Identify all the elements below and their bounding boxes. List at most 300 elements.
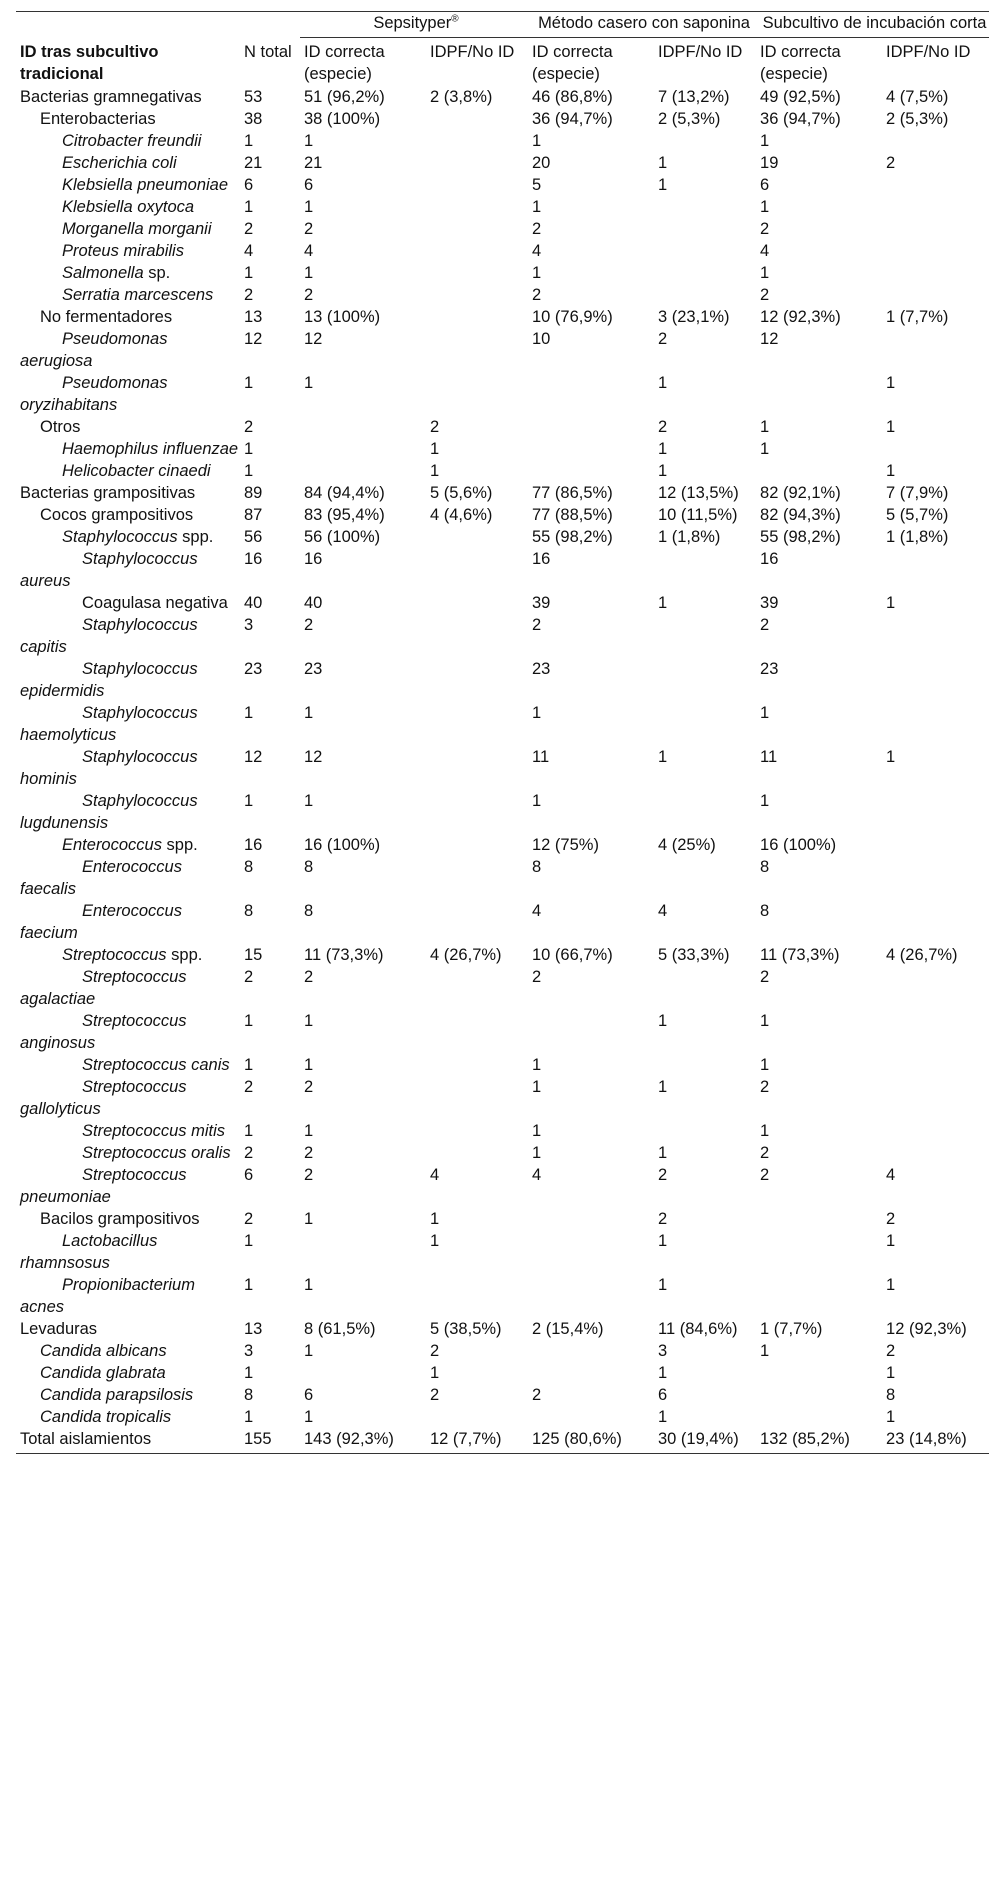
table-row [16, 86, 989, 108]
subcultivo-correct-cell: 1 [760, 132, 770, 150]
n-total-cell: 12 [244, 330, 263, 348]
sepsityper-correct-cell: 1 [304, 792, 314, 810]
table-row [16, 1208, 989, 1230]
table-row [16, 658, 989, 702]
organism-name: Streptococcus [62, 946, 167, 964]
saponina-correct-cell [528, 1010, 654, 1054]
organism-name: Enterobacterias [40, 110, 156, 128]
organism-name: Enterococcus faecium [20, 902, 182, 942]
sepsityper-correct-cell: 12 [304, 330, 323, 348]
subcultivo-idpf-cell: 1 [886, 418, 896, 436]
organism-name: Levaduras [20, 1320, 98, 1338]
n-total-cell: 1 [244, 704, 254, 722]
sepsityper-correct-cell: 84 (94,4%) [304, 484, 385, 502]
organism-name-cell [16, 130, 240, 152]
table-row [16, 1230, 989, 1274]
n-total-cell: 155 [240, 1428, 300, 1454]
n-total-cell: 1 [244, 1408, 254, 1426]
organism-name: Total aislamientos [20, 1430, 152, 1448]
table-row [16, 834, 989, 856]
sepsityper-correct-cell: 1 [304, 1210, 314, 1228]
saponina-correct-cell [528, 1362, 654, 1384]
saponina-idpf-cell: 5 (33,3%) [658, 946, 730, 964]
organism-name-cell [16, 152, 240, 174]
saponina-correct-cell: 2 (15,4%) [532, 1320, 604, 1338]
sepsityper-idpf-cell: 2 [430, 1386, 440, 1404]
organism-suffix: sp. [143, 264, 171, 282]
subcultivo-correct-cell: 2 [760, 220, 770, 238]
organism-name-cell [16, 416, 240, 438]
subcultivo-correct-cell: 55 (98,2%) [760, 528, 841, 546]
organism-name-cell [16, 856, 240, 900]
sepsityper-idpf-cell: 2 (3,8%) [430, 88, 493, 106]
sepsityper-idpf-cell [426, 1274, 528, 1318]
sepsityper-correct-cell: 12 [304, 748, 323, 766]
subcultivo-idpf-cell [882, 1010, 989, 1054]
n-total-cell: 16 [244, 836, 263, 854]
subcultivo-correct-cell: 11 [760, 748, 778, 766]
table-row [16, 1164, 989, 1208]
subcultivo-idpf-cell: 4 (7,5%) [886, 88, 949, 106]
sepsityper-idpf-cell: 2 [430, 418, 440, 436]
organism-name: Streptococcus agalactiae [20, 968, 187, 1008]
sepsityper-correct-cell: 2 [304, 286, 314, 304]
sepsityper-idpf-cell [426, 592, 528, 614]
subcultivo-idpf-cell [882, 262, 989, 284]
group-header-sepsityper [300, 12, 528, 38]
table-row [16, 1120, 989, 1142]
organism-name: Streptococcus mitis [82, 1122, 226, 1140]
subcultivo-correct-cell: 132 (85,2%) [756, 1428, 882, 1454]
saponina-correct-cell: 77 (88,5%) [532, 506, 613, 524]
subcultivo-idpf-cell: 2 [886, 1342, 896, 1360]
saponina-idpf-cell: 1 [658, 1232, 668, 1250]
organism-name-cell [16, 658, 240, 702]
organism-name: Coagulasa negativa [82, 594, 228, 612]
saponina-correct-cell [528, 460, 654, 482]
sepsityper-idpf-cell: 1 [430, 1364, 440, 1382]
subcultivo-idpf-cell [882, 702, 989, 746]
subcultivo-correct-cell: 4 [760, 242, 770, 260]
saponina-correct-cell: 55 (98,2%) [532, 528, 613, 546]
table-row [16, 592, 989, 614]
saponina-correct-cell: 12 (75%) [532, 836, 599, 854]
saponina-correct-cell [528, 1230, 654, 1274]
organism-name-cell [16, 1142, 240, 1164]
saponina-idpf-cell [654, 658, 756, 702]
subcultivo-idpf-cell: 12 (92,3%) [886, 1320, 967, 1338]
organism-name-cell [16, 526, 240, 548]
saponina-idpf-cell [654, 130, 756, 152]
subcultivo-correct-cell: 23 [760, 660, 779, 678]
subcultivo-correct-cell: 8 [760, 858, 770, 876]
n-total-cell: 38 [244, 110, 263, 128]
organism-name: Propionibacterium acnes [20, 1276, 195, 1316]
sepsityper-correct-cell [300, 438, 426, 460]
subcultivo-idpf-cell [882, 900, 989, 944]
table-row [16, 1054, 989, 1076]
saponina-correct-cell: 4 [532, 242, 542, 260]
n-total-cell: 4 [244, 242, 254, 260]
sepsityper-idpf-cell [426, 1076, 528, 1120]
saponina-idpf-cell: 1 [658, 1276, 668, 1294]
organism-name-cell [16, 372, 240, 416]
subcultivo-idpf-cell: 7 (7,9%) [886, 484, 949, 502]
organism-name: Staphylococcus [62, 528, 178, 546]
subcultivo-idpf-cell [882, 834, 989, 856]
saponina-idpf-cell [654, 240, 756, 262]
sepsityper-idpf-cell [426, 130, 528, 152]
table-row [16, 482, 989, 504]
sepsityper-correct-cell: 1 [304, 132, 314, 150]
sepsityper-correct-cell: 56 (100%) [304, 528, 381, 546]
table-body [16, 86, 989, 1454]
table-row [16, 1362, 989, 1384]
table-row [16, 174, 989, 196]
saponina-correct-cell [528, 416, 654, 438]
subcultivo-idpf-cell: 1 [886, 1364, 896, 1382]
saponina-idpf-cell: 1 [658, 1408, 668, 1426]
organism-name: Haemophilus influenzae [62, 440, 239, 458]
saponina-correct-cell: 1 [532, 1122, 542, 1140]
sepsityper-idpf-cell [426, 966, 528, 1010]
saponina-idpf-cell [654, 1120, 756, 1142]
saponina-correct-cell: 10 [532, 330, 551, 348]
organism-name-cell [16, 790, 240, 834]
organism-name-cell [16, 548, 240, 592]
n-total-cell: 8 [244, 858, 254, 876]
saponina-correct-cell: 4 [532, 1166, 542, 1184]
subcultivo-correct-cell: 16 [760, 550, 779, 568]
saponina-idpf-cell: 4 [658, 902, 668, 920]
saponina-correct-cell: 4 [532, 902, 542, 920]
organism-name-cell [16, 702, 240, 746]
sepsityper-idpf-cell: 2 [430, 1342, 440, 1360]
organism-name: Pseudomonas oryzihabitans [20, 374, 168, 414]
saponina-idpf-cell: 1 [658, 1078, 668, 1096]
subcultivo-correct-cell [756, 1384, 882, 1406]
subcultivo-idpf-cell: 1 [886, 594, 896, 612]
n-total-cell: 1 [244, 132, 254, 150]
subcultivo-idpf-cell: 4 (26,7%) [886, 946, 958, 964]
saponina-idpf-cell: 2 [658, 1210, 668, 1228]
saponina-idpf-cell: 12 (13,5%) [658, 484, 739, 502]
n-total-cell: 13 [244, 308, 263, 326]
organism-name: Lactobacillus rhamnsosus [20, 1232, 158, 1272]
table-row [16, 1428, 989, 1454]
subcultivo-correct-cell: 82 (92,1%) [760, 484, 841, 502]
sepsityper-correct-cell: 1 [304, 1012, 314, 1030]
subcultivo-correct-cell: 1 [760, 1056, 770, 1074]
organism-name: Salmonella [62, 264, 144, 282]
organism-name: Staphylococcus capitis [20, 616, 198, 656]
empty-header-cell [240, 12, 300, 38]
saponina-correct-cell: 1 [532, 132, 542, 150]
table-row [16, 284, 989, 306]
subcultivo-idpf-cell [882, 196, 989, 218]
organism-name-cell [16, 614, 240, 658]
organism-name: Streptococcus oralis [82, 1144, 231, 1162]
sepsityper-correct-cell [300, 1362, 426, 1384]
n-total-cell: 1 [244, 792, 254, 810]
n-total-cell: 1 [244, 374, 254, 392]
group-label: Subcultivo de incubación corta [762, 14, 987, 32]
table-row [16, 218, 989, 240]
organism-name-cell [16, 284, 240, 306]
n-total-cell: 1 [244, 1276, 254, 1294]
n-total-cell: 2 [244, 418, 254, 436]
organism-name-cell [16, 1384, 240, 1406]
table-row [16, 856, 989, 900]
subcultivo-correct-cell: 2 [760, 968, 770, 986]
group-label: Sepsityper [373, 14, 452, 32]
n-total-cell: 8 [244, 1386, 254, 1404]
organism-name-cell [16, 1318, 240, 1340]
organism-name: Helicobacter cinaedi [62, 462, 211, 480]
sepsityper-idpf-cell [426, 240, 528, 262]
organism-name-cell [16, 944, 240, 966]
header-saponina-correct: ID correcta (especie) [532, 43, 613, 83]
table-row [16, 746, 989, 790]
n-total-cell: 2 [244, 968, 254, 986]
sepsityper-idpf-cell [426, 548, 528, 592]
sepsityper-correct-cell: 2 [304, 1144, 314, 1162]
sepsityper-correct-cell: 1 [304, 1342, 314, 1360]
sepsityper-correct-cell: 6 [304, 176, 314, 194]
empty-header-cell [16, 12, 240, 38]
organism-name: Bacterias grampositivas [20, 484, 196, 502]
organism-name: Streptococcus canis [82, 1056, 230, 1074]
subcultivo-correct-cell: 16 (100%) [760, 836, 837, 854]
organism-name: Staphylococcus haemolyticus [20, 704, 198, 744]
subcultivo-correct-cell: 1 [760, 418, 770, 436]
organism-name-cell [16, 1406, 240, 1428]
organism-name-cell [16, 262, 240, 284]
saponina-idpf-cell [654, 702, 756, 746]
subcultivo-idpf-cell [882, 790, 989, 834]
subcultivo-correct-cell: 39 [760, 594, 779, 612]
table-row [16, 1406, 989, 1428]
saponina-idpf-cell: 2 [658, 418, 668, 436]
table-row [16, 460, 989, 482]
n-total-cell: 3 [244, 1342, 254, 1360]
sepsityper-idpf-cell [426, 218, 528, 240]
sepsityper-idpf-cell [426, 284, 528, 306]
table-row [16, 328, 989, 372]
organism-name: Staphylococcus aureus [20, 550, 198, 590]
header-sepsityper-idpf: IDPF/No ID [430, 43, 515, 61]
sepsityper-idpf-cell: 1 [430, 440, 440, 458]
subcultivo-idpf-cell: 1 [886, 1232, 896, 1250]
header-sepsityper-correct: ID correcta (especie) [304, 43, 385, 83]
header-subcultivo-correct: ID correcta (especie) [760, 43, 841, 83]
saponina-correct-cell: 11 [532, 748, 550, 766]
sepsityper-correct-cell: 2 [304, 968, 314, 986]
n-total-cell: 21 [244, 154, 263, 172]
saponina-correct-cell [528, 438, 654, 460]
group-header-saponina [528, 12, 756, 38]
subcultivo-correct-cell: 2 [760, 1166, 770, 1184]
sepsityper-correct-cell: 1 [304, 198, 314, 216]
saponina-correct-cell: 16 [532, 550, 551, 568]
n-total-cell: 1 [244, 1012, 254, 1030]
group-header-subcultivo [756, 12, 989, 38]
table-row [16, 416, 989, 438]
table-row [16, 240, 989, 262]
organism-name: Cocos grampositivos [40, 506, 194, 524]
sepsityper-correct-cell: 8 (61,5%) [304, 1320, 376, 1338]
subcultivo-idpf-cell: 1 [886, 1276, 896, 1294]
subcultivo-idpf-cell: 1 (1,8%) [886, 528, 949, 546]
table-row [16, 196, 989, 218]
organism-name-cell [16, 1076, 240, 1120]
subcultivo-idpf-cell: 2 [886, 154, 896, 172]
n-total-cell: 6 [244, 176, 254, 194]
sepsityper-idpf-cell [426, 1120, 528, 1142]
saponina-correct-cell: 1 [532, 792, 542, 810]
subcultivo-idpf-cell [882, 658, 989, 702]
sepsityper-correct-cell: 38 (100%) [304, 110, 381, 128]
saponina-correct-cell: 77 (86,5%) [532, 484, 613, 502]
subcultivo-idpf-cell: 8 [886, 1386, 896, 1404]
table-row [16, 372, 989, 416]
saponina-correct-cell: 2 [532, 286, 542, 304]
organism-name: No fermentadores [40, 308, 173, 326]
organism-name-cell [16, 900, 240, 944]
organism-name: Citrobacter freundii [62, 132, 202, 150]
organism-name-cell [16, 1428, 240, 1454]
subcultivo-correct-cell: 82 (94,3%) [760, 506, 841, 524]
saponina-idpf-cell [654, 966, 756, 1010]
n-total-cell: 87 [244, 506, 263, 524]
subcultivo-correct-cell: 11 (73,3%) [760, 946, 840, 964]
saponina-correct-cell: 36 (94,7%) [532, 110, 613, 128]
saponina-correct-cell: 8 [532, 858, 542, 876]
subcultivo-correct-cell: 19 [760, 154, 779, 172]
n-total-cell: 1 [244, 1056, 254, 1074]
saponina-idpf-cell: 3 (23,1%) [658, 308, 730, 326]
sepsityper-correct-cell: 4 [304, 242, 314, 260]
sepsityper-correct-cell: 51 (96,2%) [304, 88, 385, 106]
saponina-correct-cell: 2 [532, 220, 542, 238]
subcultivo-idpf-cell [882, 130, 989, 152]
organism-name: Proteus mirabilis [62, 242, 184, 260]
saponina-correct-cell: 1 [532, 264, 542, 282]
n-total-cell: 2 [244, 220, 254, 238]
sepsityper-idpf-cell [426, 306, 528, 328]
subcultivo-correct-cell: 1 (7,7%) [760, 1320, 823, 1338]
sepsityper-idpf-cell [426, 152, 528, 174]
n-total-cell: 1 [244, 1232, 254, 1250]
column-header-row [16, 38, 989, 87]
sepsityper-idpf-cell [426, 1010, 528, 1054]
organism-name-cell [16, 1340, 240, 1362]
saponina-correct-cell [528, 1406, 654, 1428]
sepsityper-idpf-cell [426, 658, 528, 702]
subcultivo-correct-cell [756, 1274, 882, 1318]
organism-name: Candida glabrata [40, 1364, 166, 1382]
organism-name-cell [16, 438, 240, 460]
n-total-cell: 1 [244, 462, 254, 480]
subcultivo-idpf-cell [882, 174, 989, 196]
n-total-cell: 13 [244, 1320, 263, 1338]
sepsityper-correct-cell: 6 [304, 1386, 314, 1404]
sepsityper-idpf-cell [426, 1054, 528, 1076]
organism-name-cell [16, 196, 240, 218]
sepsityper-correct-cell: 1 [304, 264, 314, 282]
subcultivo-idpf-cell [882, 1076, 989, 1120]
header-n-total: N total [244, 42, 292, 61]
subcultivo-idpf-cell: 5 (5,7%) [886, 506, 949, 524]
sepsityper-correct-cell [300, 460, 426, 482]
subcultivo-correct-cell: 6 [760, 176, 770, 194]
sepsityper-correct-cell [300, 416, 426, 438]
n-total-cell: 40 [244, 594, 263, 612]
n-total-cell: 1 [244, 440, 254, 458]
n-total-cell: 1 [244, 198, 254, 216]
sepsityper-idpf-cell: 5 (5,6%) [430, 484, 493, 502]
saponina-correct-cell: 10 (76,9%) [532, 308, 613, 326]
subcultivo-idpf-cell [882, 614, 989, 658]
sepsityper-idpf-cell [426, 174, 528, 196]
organism-name-cell [16, 482, 240, 504]
subcultivo-idpf-cell: 23 (14,8%) [882, 1428, 989, 1454]
saponina-idpf-cell: 2 [658, 330, 668, 348]
subcultivo-idpf-cell: 1 [886, 462, 896, 480]
n-total-cell: 56 [244, 528, 263, 546]
organism-name-cell [16, 746, 240, 790]
saponina-idpf-cell [654, 262, 756, 284]
saponina-correct-cell: 46 (86,8%) [532, 88, 613, 106]
subcultivo-idpf-cell [882, 218, 989, 240]
subcultivo-correct-cell: 2 [760, 1144, 770, 1162]
subcultivo-correct-cell [756, 460, 882, 482]
organism-name: Morganella morganii [62, 220, 212, 238]
table-row [16, 614, 989, 658]
subcultivo-correct-cell: 1 [760, 1122, 770, 1140]
subcultivo-idpf-cell: 1 [886, 1408, 896, 1426]
saponina-idpf-cell: 1 (1,8%) [658, 528, 721, 546]
organism-name-cell [16, 592, 240, 614]
subcultivo-correct-cell: 2 [760, 1078, 770, 1096]
subcultivo-correct-cell [756, 1208, 882, 1230]
saponina-idpf-cell [654, 856, 756, 900]
subcultivo-idpf-cell [882, 240, 989, 262]
n-total-cell: 8 [244, 902, 254, 920]
subcultivo-idpf-cell [882, 856, 989, 900]
organism-name: Bacterias gramnegativas [20, 88, 202, 106]
organism-name-cell [16, 86, 240, 108]
sepsityper-idpf-cell: 1 [430, 1210, 440, 1228]
saponina-idpf-cell: 1 [658, 594, 668, 612]
sepsityper-correct-cell [300, 1230, 426, 1274]
saponina-idpf-cell [654, 790, 756, 834]
sepsityper-correct-cell: 1 [304, 1408, 314, 1426]
saponina-correct-cell: 5 [532, 176, 542, 194]
saponina-correct-cell [528, 372, 654, 416]
saponina-idpf-cell [654, 614, 756, 658]
subcultivo-correct-cell: 12 (92,3%) [760, 308, 841, 326]
saponina-correct-cell: 10 (66,7%) [532, 946, 613, 964]
sepsityper-idpf-cell [426, 900, 528, 944]
saponina-correct-cell [528, 1340, 654, 1362]
saponina-correct-cell: 125 (80,6%) [528, 1428, 654, 1454]
sepsityper-correct-cell: 8 [304, 902, 314, 920]
sepsityper-idpf-cell [426, 834, 528, 856]
subcultivo-correct-cell [756, 1406, 882, 1428]
sepsityper-correct-cell: 1 [304, 1056, 314, 1074]
n-total-cell: 53 [244, 88, 263, 106]
